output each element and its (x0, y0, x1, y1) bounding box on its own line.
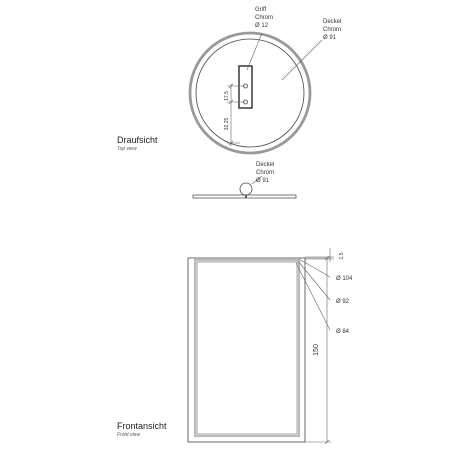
front-view (117, 248, 353, 444)
body-outer (188, 258, 305, 442)
front-view-subtitle: Front view (117, 432, 141, 438)
handle-label-line1: Griff (255, 7, 267, 13)
body-inner (197, 262, 297, 434)
dim-hole-spacing-label: 17,5 (224, 91, 230, 101)
front-view-title: Frontansicht (117, 421, 167, 431)
lid-plate-profile (193, 195, 296, 198)
dim-d104-label: Ø 104 (336, 276, 353, 282)
top-view-subtitle: Top view (117, 146, 137, 152)
lid-label-line3: Ø 91 (323, 35, 337, 41)
dim-d84-label: Ø 84 (336, 329, 350, 335)
lid-label-line2: Chrom (323, 27, 342, 33)
dim-height-label: 150 (313, 344, 320, 356)
d84-leader (296, 263, 330, 330)
d92-leader (298, 261, 330, 300)
handle-label-line3: Ø 12 (255, 23, 269, 29)
side-lid-label-line2: Chrom (256, 170, 275, 176)
side-view (193, 162, 296, 198)
knob-profile (240, 183, 252, 195)
handle-label-line2: Chrom (255, 15, 274, 21)
side-lid-label-line3: Ø 91 (256, 178, 270, 184)
dim-d92-label: Ø 92 (336, 299, 350, 305)
outer-rim-circle (190, 33, 310, 153)
dim-hole-offset-label: 32,25 (224, 117, 230, 131)
top-view-title: Draufsicht (117, 135, 158, 145)
dim-rim-label: 1,5 (339, 252, 345, 260)
body-inner-shade (195, 260, 299, 436)
side-lid-label-line1: Deckel (256, 162, 275, 168)
lid-label-line1: Deckel (323, 19, 342, 25)
top-view (117, 7, 341, 153)
